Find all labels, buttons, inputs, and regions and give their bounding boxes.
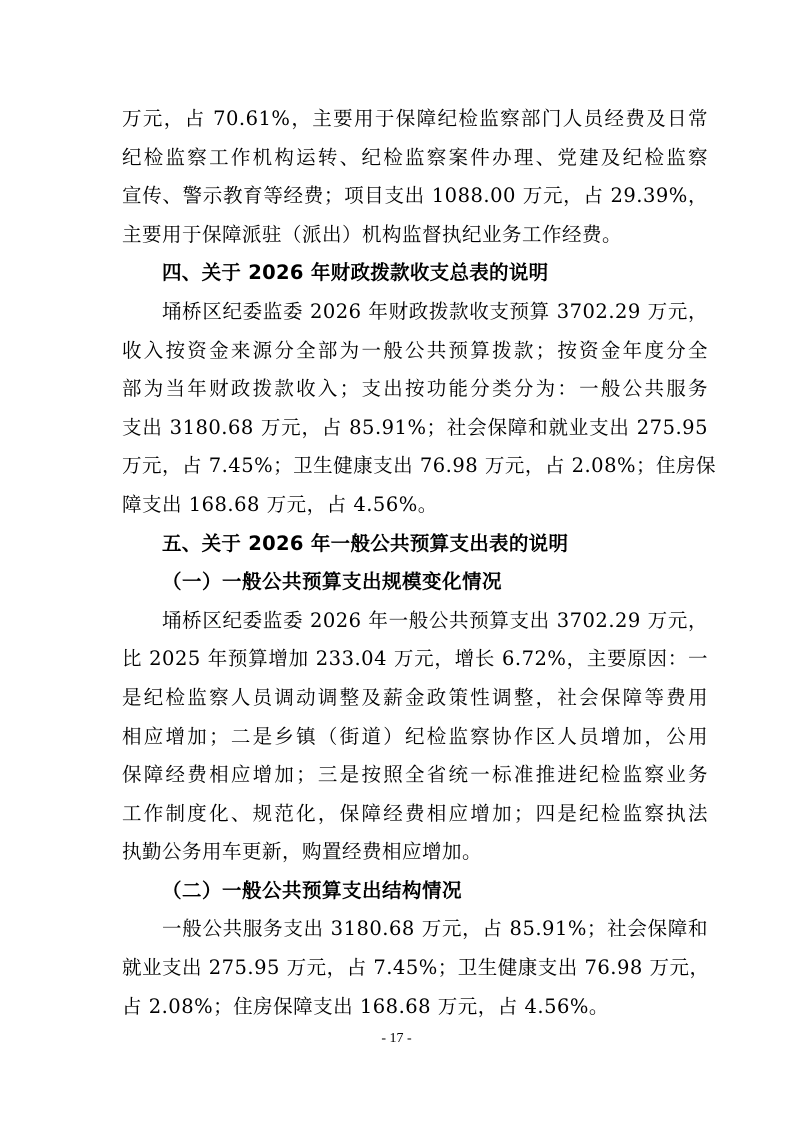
paragraph bbox=[122, 602, 708, 872]
text-line: 保障经费相应增加；三是按照全省统一标准推进纪检监察业务 bbox=[122, 763, 708, 787]
text-line: 埇桥区纪委监委 2026 年一般公共预算支出 3702.29 万元， bbox=[162, 608, 708, 632]
text-line: 一般公共服务支出 3180.68 万元，占 85.91%；社会保障和 bbox=[162, 917, 708, 941]
text-line: 障支出 168.68 万元，占 4.56%。 bbox=[122, 492, 438, 516]
section-heading: 五、关于 2026 年一般公共预算支出表的说明 bbox=[162, 531, 569, 555]
text-line: 比 2025 年预算增加 233.04 万元，增长 6.72%，主要原因：一 bbox=[122, 647, 708, 671]
text-line: 相应增加；二是乡镇（街道）纪检监察协作区人员增加，公用 bbox=[122, 724, 708, 748]
document-page bbox=[122, 100, 717, 1026]
text-line: 就业支出 275.95 万元，占 7.45%；卫生健康支出 76.98 万元， bbox=[122, 956, 710, 980]
text-line: 占 2.08%；住房保障支出 168.68 万元，占 4.56%。 bbox=[122, 994, 609, 1018]
text-line: 埇桥区纪委监委 2026 年财政拨款收支预算 3702.29 万元， bbox=[162, 299, 708, 323]
text-line: 是纪检监察人员调动调整及薪金政策性调整，社会保障等费用 bbox=[122, 685, 708, 709]
subsection-heading: （一）一般公共预算支出规模变化情况 bbox=[162, 570, 503, 594]
text-line: 主要用于保障派驻（派出）机构监督执纪业务工作经费。 bbox=[122, 222, 623, 246]
text-line: 支出 3180.68 万元，占 85.91%；社会保障和就业支出 275.95 bbox=[122, 415, 708, 439]
text-line: 宣传、警示教育等经费；项目支出 1088.00 万元，占 29.39%， bbox=[122, 184, 708, 208]
text-line: 收入按资金来源分全部为一般公共预算拨款；按资金年度分全 bbox=[122, 338, 708, 362]
subsection-heading: （二）一般公共预算支出结构情况 bbox=[162, 878, 463, 902]
text-line: 执勤公务用车更新，购置经费相应增加。 bbox=[122, 840, 483, 864]
paragraph bbox=[122, 910, 708, 1026]
paragraph bbox=[122, 100, 708, 254]
text-line: 万元，占 7.45%；卫生健康支出 76.98 万元，占 2.08%；住房保 bbox=[122, 454, 717, 478]
text-line: 部为当年财政拨款收入；支出按功能分类分为：一般公共服务 bbox=[122, 377, 708, 401]
paragraph bbox=[122, 293, 717, 525]
page-number: - 17 - bbox=[381, 1031, 412, 1046]
text-line: 万元，占 70.61%，主要用于保障纪检监察部门人员经费及日常 bbox=[122, 107, 708, 130]
text-line: 工作制度化、规范化，保障经费相应增加；四是纪检监察执法 bbox=[122, 801, 708, 825]
text-line: 纪检监察工作机构运转、纪检监察案件办理、党建及纪检监察 bbox=[122, 145, 708, 169]
section-heading: 四、关于 2026 年财政拨款收支总表的说明 bbox=[162, 261, 549, 285]
